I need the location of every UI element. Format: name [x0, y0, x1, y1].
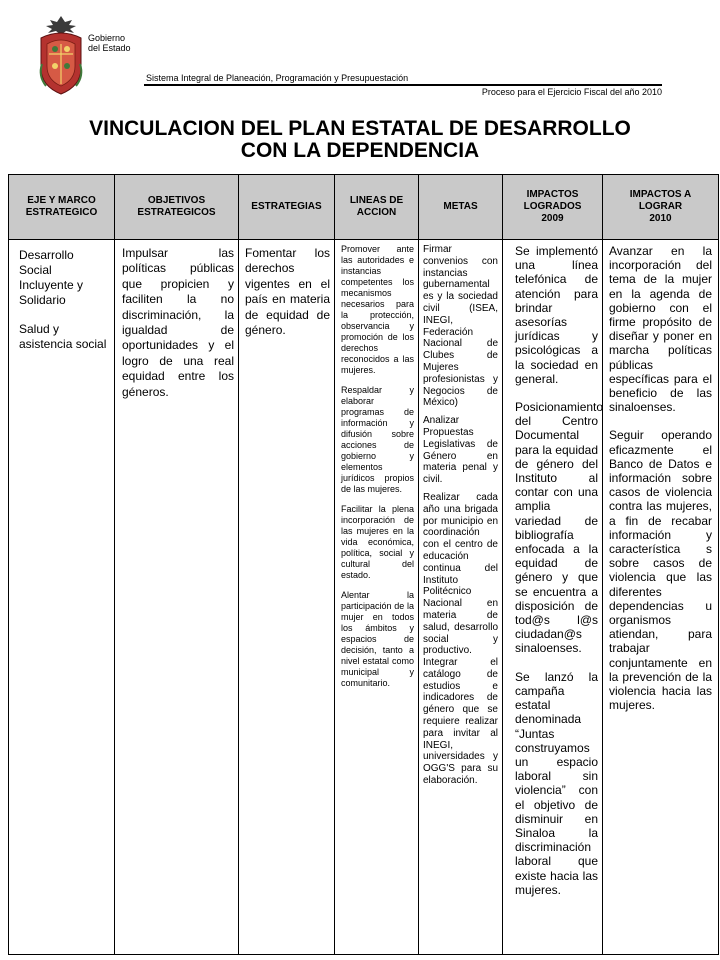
- metas-cell: [419, 240, 503, 955]
- impacto-2009-item: Se implementó una línea telefónica de atención para brindar asesorías jurídicas y psicológicas a la sociedad en general.: [515, 244, 598, 386]
- impacto-2010-item: Avanzar en la incorporación del tema de la mujer en la agenda de gobierno con el firme propósito de diseñar y poner en marcha políticas públicas específicas para el beneficio de las sinaloenses.: [609, 244, 712, 415]
- page-title: [0, 118, 720, 162]
- page-title-line-1: VINCULACION DEL PLAN ESTATAL DE DESARROLLO: [89, 117, 631, 140]
- header-objetivos: OBJETIVOS ESTRATEGICOS: [115, 175, 239, 240]
- impactos-2009-cell: [503, 240, 603, 955]
- impactos-2010-cell: [603, 240, 719, 955]
- header-metas: METAS: [419, 175, 503, 240]
- table-header-row: [9, 175, 719, 240]
- state-seal-icon: [36, 14, 86, 98]
- system-name: Sistema Integral de Planeación, Programación y Presupuestación: [146, 73, 409, 83]
- page-title-line-2: CON LA DEPENDENCIA: [240, 139, 480, 162]
- document-header: [0, 0, 720, 110]
- header-impactos-lograr: IMPACTOS A LOGRAR 2010: [603, 175, 719, 240]
- impacto-2010-item: Seguir operando eficazmente el Banco de Datos e información sobre casos de violencia contra las mujeres, a fin de recabar información y característica s sobre casos de violencia que las diferentes dependencias u organismos atiendan, para trabajar conjuntamente en la prevención de la violencia hacia las mujeres.: [609, 428, 712, 713]
- impacto-2009-item: Se lanzó la campaña estatal denominada “Juntas construyamos un espacio laboral sin violencia” con el objetivo de disminuir en Sinaloa la discriminación laboral que existe hacia las mujeres.: [515, 669, 598, 897]
- header-eje: EJE Y MARCO ESTRATEGICO: [9, 175, 115, 240]
- meta-item: Realizar cada año una brigada por municipio en coordinación con el centro de educación continua del Instituto Politécnico Nacional en materia de salud, desarrollo social y productivo. Integrar el catálogo de estudios e indicadores de género que se requiere realizar para invitar al INEGI, universidades y OGG'S para su elaboración.: [423, 491, 498, 787]
- government-line-2: del Estado: [88, 43, 131, 53]
- linkage-table: [8, 174, 719, 955]
- government-line-1: Gobierno: [88, 33, 126, 43]
- meta-item: Analizar Propuestas Legislativas de Género en materia penal y civil.: [423, 415, 498, 486]
- estrategias-cell: Fomentar los derechos vigentes en el país en materia de equidad de género.: [239, 240, 335, 955]
- linea-item: Respaldar y elaborar programas de información y difusión sobre acciones de gobierno y elementos jurídicos propios de las mujeres.: [341, 385, 414, 494]
- linea-item: Promover ante las autoridades e instancias competentes los mecanismos necesarios para la protección, observancia y promoción de los derechos reconocidos a las mujeres.: [341, 244, 414, 375]
- header-estrategias: ESTRATEGIAS: [239, 175, 335, 240]
- objetivos-cell: Impulsar las políticas públicas que propicien y faciliten la no discriminación, la igualdad de oportunidades y el logro de una real equidad entre los géneros.: [115, 240, 239, 955]
- meta-item: Firmar convenios con instancias gubernamental es y la sociedad civil (ISEA, INEGI, Federación Nacional de Clubes de Mujeres profesionistas y Negocios de México): [423, 244, 498, 409]
- header-divider: [144, 84, 662, 86]
- linea-item: Facilitar la plena incorporación de las mujeres en la vida económica, política, social y cultural del estado.: [341, 504, 414, 580]
- government-label: [88, 33, 131, 53]
- lineas-cell: [335, 240, 419, 955]
- eje-cell: [9, 240, 115, 955]
- fiscal-process-label: Proceso para el Ejercicio Fiscal del año 2010: [481, 87, 662, 97]
- header-lineas: LINEAS DE ACCION: [335, 175, 419, 240]
- impacto-2009-item: Posicionamiento del Centro Documental para la equidad de género del Instituto al contar con una amplia variedad de bibliografía enfocada a la equidad de género y que se encuentra a disposición de tod@s l@s ciudadan@s sinaloenses.: [515, 400, 604, 656]
- linea-item: Alentar la participación de la mujer en todos los ámbitos y espacios de decisión, tanto a nivel estatal como municipal y comunitario.: [341, 590, 414, 688]
- table-row: [9, 240, 719, 955]
- eje-item: Salud y asistencia social: [19, 322, 107, 351]
- eje-item: Desarrollo Social Incluyente y Solidario: [19, 248, 84, 307]
- header-impactos-logrados: IMPACTOS LOGRADOS 2009: [503, 175, 603, 240]
